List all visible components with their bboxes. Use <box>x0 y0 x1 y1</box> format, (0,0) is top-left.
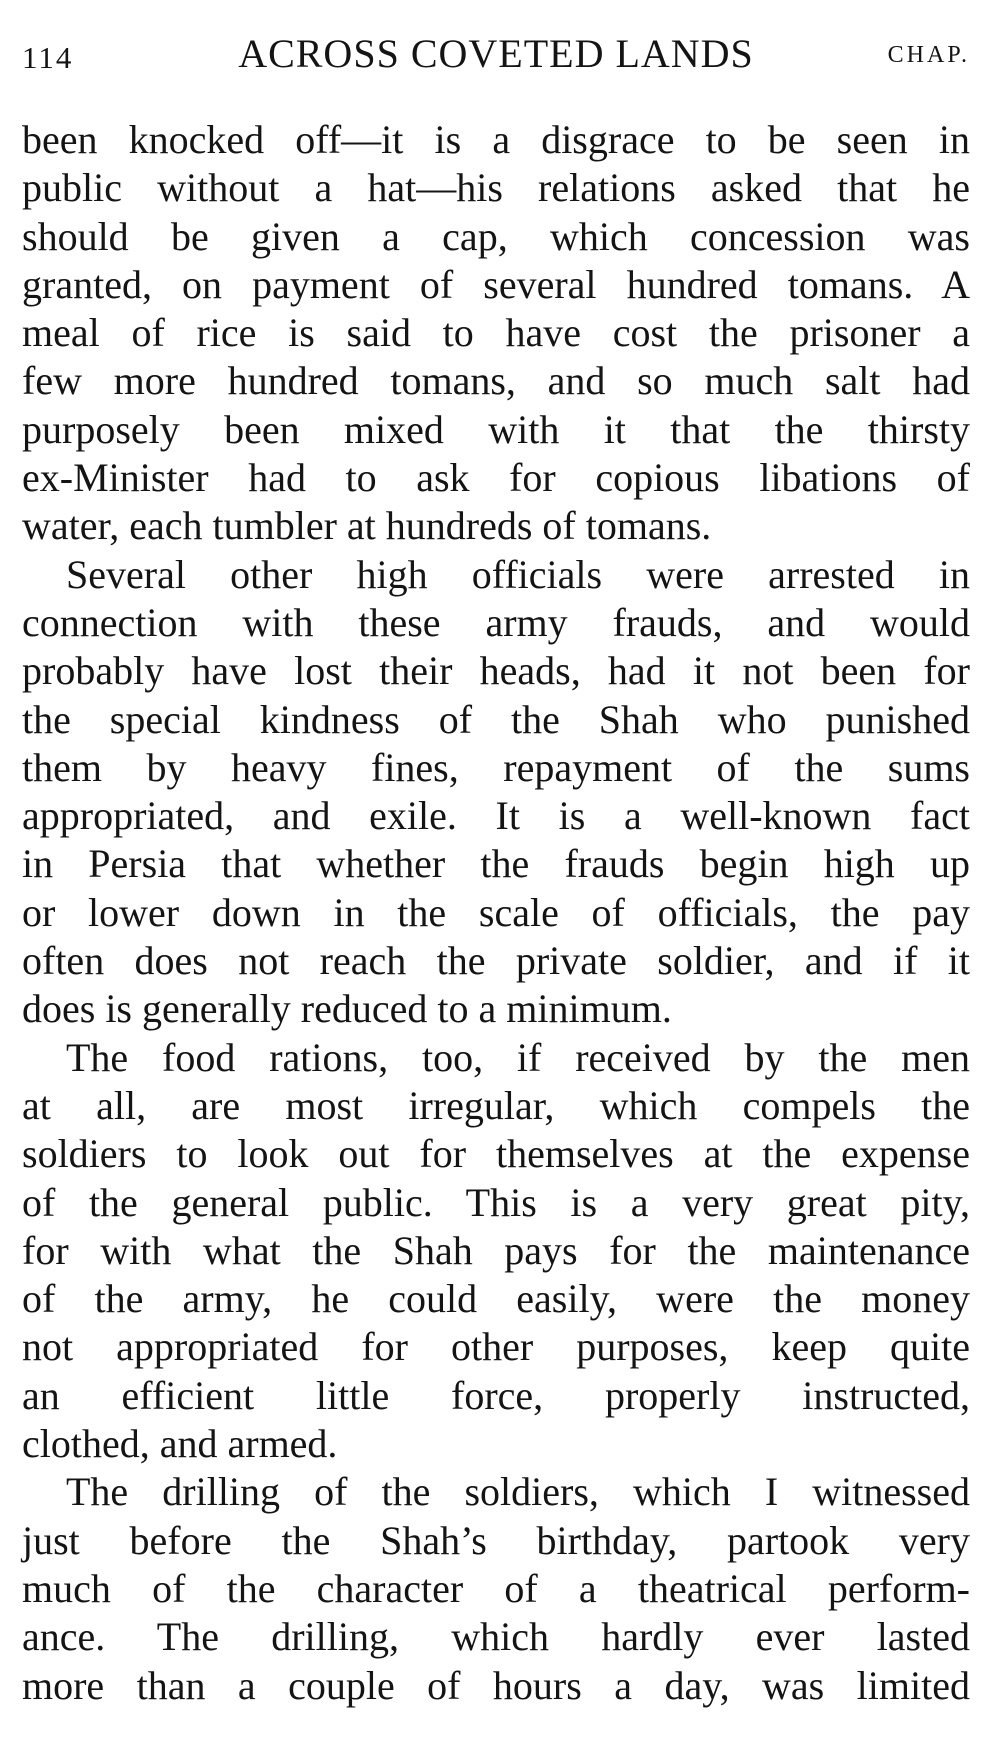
text-line: in Persia that whether the frauds begin high up <box>22 841 970 887</box>
text-line: ex-Minister had to ask for copious libations of <box>22 455 970 501</box>
text-line: The food rations, too, if received by the men <box>66 1034 970 1080</box>
text-line: ance. The drilling, which hardly ever lasted <box>22 1614 970 1660</box>
text-line: more than a couple of hours a day, was limited <box>22 1662 970 1708</box>
text-line: been knocked off—it is a disgrace to be seen in <box>22 117 970 162</box>
chapter-label: CHAP. <box>887 42 970 68</box>
text-line: just before the Shah’s birthday, partook very <box>22 1517 970 1563</box>
page-number: 114 <box>22 40 74 75</box>
text-line: soldiers to look out for themselves at the expense <box>22 1131 970 1177</box>
text-line: not appropriated for other purposes, keep quite <box>22 1324 970 1370</box>
text-line: few more hundred tomans, and so much salt had <box>22 358 970 404</box>
body-text <box>22 116 970 1710</box>
paragraph <box>22 116 970 551</box>
text-line: for with what the Shah pays for the maintenance <box>22 1227 970 1273</box>
paragraph <box>22 1468 970 1709</box>
text-line: at all, are most irregular, which compels the <box>22 1082 970 1128</box>
text-line: much of the character of a theatrical perform- <box>22 1565 970 1611</box>
running-title: ACROSS COVETED LANDS <box>238 31 754 76</box>
text-line: of the general public. This is a very great pity, <box>22 1179 970 1225</box>
text-line: granted, on payment of several hundred tomans. A <box>22 261 970 307</box>
text-line: The drilling of the soldiers, which I witnessed <box>66 1469 970 1515</box>
paragraph <box>22 551 970 1034</box>
text-line: often does not reach the private soldier, and if it <box>22 938 970 984</box>
text-line: clothed, and armed. <box>22 1421 338 1467</box>
text-line: connection with these army frauds, and would <box>22 599 970 645</box>
text-line: meal of rice is said to have cost the prisoner a <box>22 310 970 356</box>
text-line: or lower down in the scale of officials, the pay <box>22 889 970 935</box>
text-line: water, each tumbler at hundreds of tomans. <box>22 503 712 549</box>
text-line: appropriated, and exile. It is a well-known fact <box>22 793 970 839</box>
text-line: an efficient little force, properly instructed, <box>22 1372 970 1418</box>
text-line: them by heavy fines, repayment of the sums <box>22 744 970 790</box>
text-line: Several other high officials were arrested in <box>66 551 970 597</box>
text-line: purposely been mixed with it that the thirsty <box>22 406 970 452</box>
page-header <box>22 28 970 88</box>
text-line: of the army, he could easily, were the money <box>22 1276 970 1322</box>
paragraph <box>22 1034 970 1469</box>
text-line: probably have lost their heads, had it not been for <box>22 648 970 694</box>
book-page <box>22 28 970 1710</box>
text-line: the special kindness of the Shah who punished <box>22 696 970 742</box>
text-line: does is generally reduced to a minimum. <box>22 986 672 1032</box>
text-line: public without a hat—his relations asked that he <box>22 165 970 211</box>
text-line: should be given a cap, which concession was <box>22 213 970 259</box>
